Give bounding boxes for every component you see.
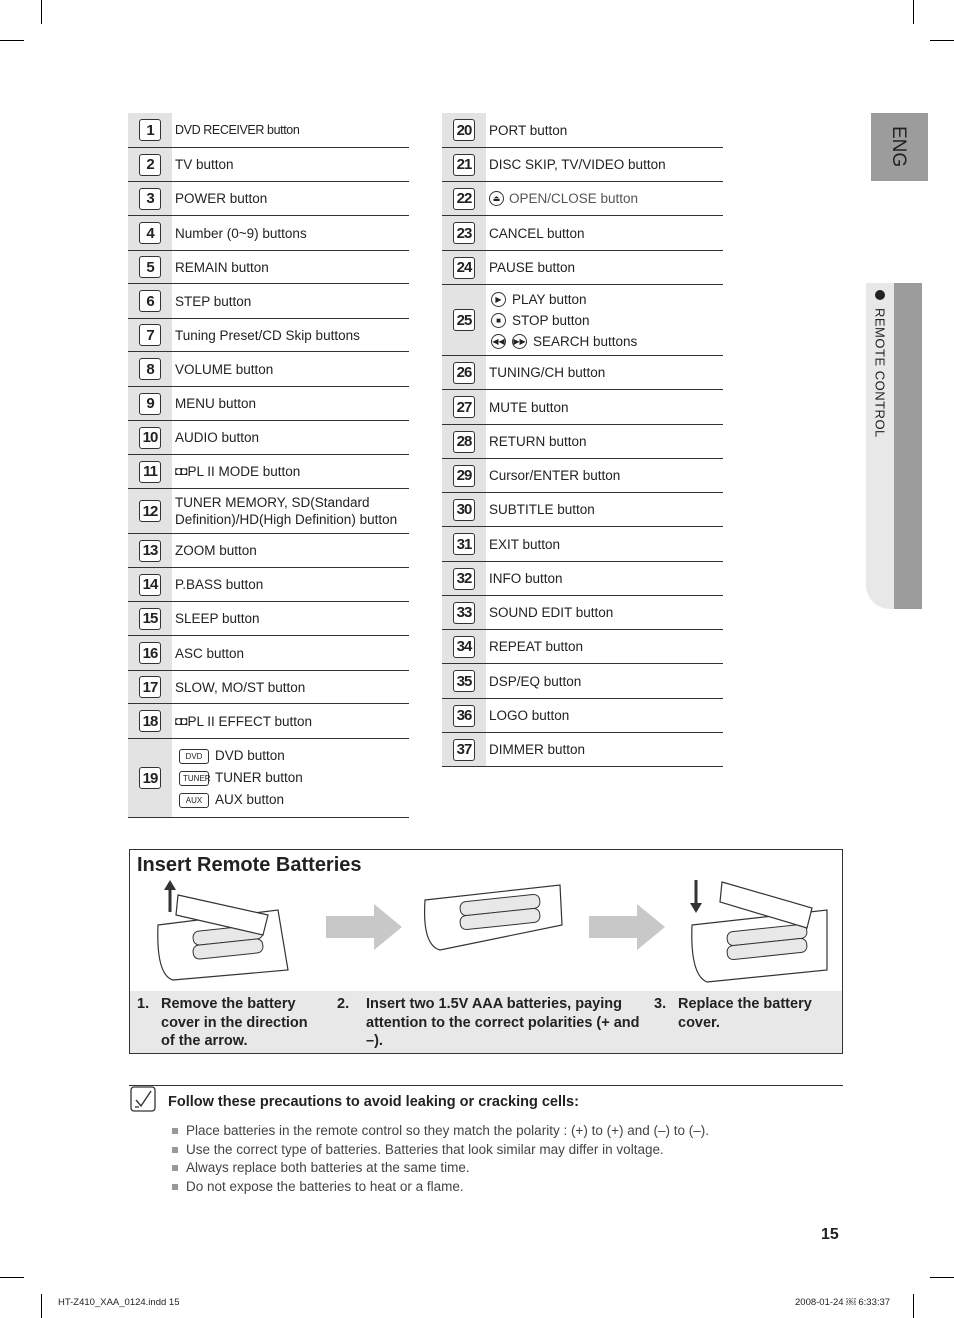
row-number-cell <box>128 739 172 817</box>
item-line <box>175 395 409 412</box>
row-description <box>172 182 409 215</box>
table-row <box>442 148 723 182</box>
item-line <box>175 542 409 559</box>
item-label: MUTE button <box>489 399 569 415</box>
footer-timestamp: 2008-01-24 ￼ 6:33:37 <box>795 1297 891 1308</box>
step-3: 3. Replace the battery cover. <box>654 996 812 1031</box>
row-number-cell <box>442 596 486 629</box>
row-description <box>172 489 409 533</box>
control-icon: ◀◀ <box>491 334 506 349</box>
table-row <box>442 699 723 733</box>
arrow-right-icon <box>326 904 402 950</box>
item-label: DVD RECEIVER button <box>175 122 300 137</box>
item-line <box>175 327 409 344</box>
row-number-badge: 3 <box>139 188 161 210</box>
row-description <box>486 390 723 424</box>
crop-mark <box>913 0 914 24</box>
item-label: STEP button <box>175 293 252 309</box>
item-label: OPEN/CLOSE button <box>509 191 639 206</box>
item-label: DIMMER button <box>489 742 586 757</box>
row-number-badge: 20 <box>453 119 475 141</box>
row-number-cell <box>128 671 172 703</box>
table-row <box>442 182 723 216</box>
row-number-cell <box>128 568 172 601</box>
table-row <box>442 596 723 630</box>
row-number-badge: 11 <box>139 461 161 483</box>
item-line <box>489 741 723 758</box>
key-icon: TUNER <box>179 771 209 786</box>
table-row <box>128 319 409 352</box>
row-number-badge: 21 <box>453 154 475 176</box>
row-number-cell <box>128 319 172 351</box>
table-row <box>442 216 723 251</box>
row-description <box>486 664 723 698</box>
table-row <box>128 489 409 534</box>
item-line <box>175 293 409 310</box>
batteries-title: Insert Remote Batteries <box>137 854 362 876</box>
row-number-cell <box>442 527 486 561</box>
row-description <box>486 527 723 561</box>
row-number-cell <box>442 425 486 458</box>
item-label: VOLUME button <box>175 361 274 377</box>
row-number-cell <box>128 284 172 318</box>
row-number-cell <box>128 489 172 533</box>
row-number-cell <box>442 148 486 181</box>
item-label: REPEAT button <box>489 639 584 654</box>
table-row <box>442 493 723 527</box>
item-label: PORT button <box>489 122 568 138</box>
language-label: ENG <box>888 126 909 168</box>
row-description <box>172 251 409 283</box>
bullet-square-icon <box>172 1165 178 1171</box>
row-description <box>172 216 409 250</box>
bullet-square-icon <box>172 1128 178 1134</box>
note-bullets <box>172 1122 709 1196</box>
row-description <box>486 733 723 766</box>
row-description <box>172 352 409 386</box>
row-number-badge: 37 <box>453 739 475 761</box>
row-description <box>486 182 723 215</box>
item-line <box>175 494 409 528</box>
item-label: Tuning Preset/CD Skip buttons <box>175 327 360 343</box>
row-description <box>172 568 409 601</box>
row-number-cell <box>128 182 172 215</box>
item-label: PAUSE button <box>489 260 576 275</box>
list-item: Place batteries in the remote control so they match the polarity : (+) to (+) and (–) to (–). <box>172 1122 709 1141</box>
row-number-cell <box>442 285 486 355</box>
section-tab-dark <box>894 283 922 609</box>
item-label: SEARCH buttons <box>533 333 638 349</box>
item-label: SOUND EDIT button <box>489 605 614 620</box>
row-number-badge: 19 <box>139 767 161 789</box>
table-row <box>128 216 409 251</box>
row-number-badge: 12 <box>139 500 161 522</box>
row-number-cell <box>128 148 172 181</box>
item-line <box>489 399 723 416</box>
item-label: AUDIO button <box>175 430 260 445</box>
item-line <box>489 638 723 655</box>
row-number-badge: 1 <box>139 119 161 141</box>
row-description <box>486 113 723 147</box>
list-item <box>489 310 723 331</box>
row-number-badge: 34 <box>453 636 475 658</box>
table-row <box>128 421 409 455</box>
table-row <box>128 636 409 671</box>
key-icon: AUX <box>179 793 209 808</box>
item-line <box>489 707 723 724</box>
item-line <box>175 645 409 662</box>
row-description <box>172 284 409 318</box>
item-label: DSP/EQ button <box>489 673 582 689</box>
row-number-badge: 13 <box>139 540 161 562</box>
item-label: TV button <box>175 157 234 172</box>
table-row <box>442 390 723 425</box>
row-description <box>486 148 723 181</box>
row-number-badge: 26 <box>453 362 475 384</box>
row-number-cell <box>128 113 172 147</box>
table-row <box>442 425 723 459</box>
list-item <box>489 331 723 352</box>
row-description <box>172 602 409 635</box>
row-description <box>172 319 409 351</box>
row-number-cell <box>442 459 486 492</box>
item-label: Number (0~9) buttons <box>175 225 307 241</box>
row-number-badge: 2 <box>139 154 161 176</box>
replace-cover-illustration <box>682 870 832 985</box>
item-label: LOGO button <box>489 708 570 723</box>
item-label: PL II EFFECT button <box>187 713 313 729</box>
row-number-badge: 4 <box>139 222 161 244</box>
table-row <box>128 602 409 636</box>
insert-batteries-box <box>129 849 843 1054</box>
item-line <box>175 610 409 627</box>
item-label: TUNING/CH button <box>489 365 606 380</box>
table-row <box>128 704 409 739</box>
table-row <box>128 534 409 568</box>
row-number-badge: 23 <box>453 222 475 244</box>
row-number-cell <box>128 216 172 250</box>
row-description <box>172 534 409 567</box>
row-number-cell <box>442 390 486 424</box>
row-number-cell <box>442 630 486 663</box>
row-number-cell <box>128 455 172 488</box>
item-line <box>489 604 723 621</box>
button-table-right <box>442 113 723 767</box>
item-line <box>489 467 723 484</box>
list-item: Do not expose the batteries to heat or a flame. <box>172 1178 709 1197</box>
table-row <box>442 664 723 699</box>
table-row <box>442 251 723 285</box>
item-line <box>175 190 409 207</box>
battery-steps <box>130 991 842 1053</box>
item-label: Cursor/ENTER button <box>489 468 621 483</box>
row-description <box>486 356 723 389</box>
button-table-left <box>128 113 409 818</box>
row-number-badge: 29 <box>453 465 475 487</box>
item-label: POWER button <box>175 191 268 206</box>
table-row <box>442 630 723 664</box>
item-label: MENU button <box>175 396 257 411</box>
item-label: CANCEL button <box>489 225 585 241</box>
row-number-cell <box>442 113 486 147</box>
row-number-cell <box>128 636 172 670</box>
table-row <box>128 387 409 421</box>
crop-mark <box>913 1294 914 1318</box>
row-number-cell <box>442 356 486 389</box>
crop-mark <box>41 1294 42 1318</box>
crop-mark <box>930 40 954 41</box>
item-label: DISC SKIP, TV/VIDEO button <box>489 157 666 172</box>
item-label: RETURN button <box>489 434 587 449</box>
row-number-badge: 32 <box>453 568 475 590</box>
row-number-badge: 6 <box>139 290 161 312</box>
row-description <box>486 216 723 250</box>
crop-mark <box>41 0 42 24</box>
row-number-badge: 8 <box>139 358 161 380</box>
item-line <box>489 364 723 381</box>
item-label: TUNER button <box>215 770 303 785</box>
row-number-cell <box>128 704 172 738</box>
row-number-badge: 35 <box>453 670 475 692</box>
row-number-badge: 33 <box>453 602 475 624</box>
table-row <box>442 113 723 148</box>
item-label: ASC button <box>175 645 245 661</box>
item-label: REMAIN button <box>175 259 269 275</box>
item-line <box>175 361 409 378</box>
list-item <box>175 789 409 811</box>
item-line <box>489 501 723 518</box>
row-description <box>172 704 409 738</box>
row-number-cell <box>442 664 486 698</box>
row-number-cell <box>442 216 486 250</box>
list-item: Always replace both batteries at the same time. <box>172 1159 709 1178</box>
row-number-badge: 28 <box>453 431 475 453</box>
item-label: ZOOM button <box>175 543 257 558</box>
item-line <box>175 156 409 173</box>
row-description <box>486 459 723 492</box>
row-number-badge: 15 <box>139 608 161 630</box>
dolby-icon: ◘◘ <box>175 464 186 478</box>
control-icon: ■ <box>491 313 506 328</box>
row-number-badge: 16 <box>139 642 161 664</box>
table-row <box>128 284 409 319</box>
table-row <box>128 739 409 818</box>
row-number-cell <box>442 493 486 526</box>
control-icon: ▶ <box>491 292 506 307</box>
step-1: 1. Remove the battery cover in the direction of the arrow. <box>137 996 308 1049</box>
eject-icon: ⏏ <box>489 191 504 206</box>
row-description <box>486 699 723 732</box>
table-row <box>128 352 409 387</box>
table-row <box>442 733 723 767</box>
row-description <box>486 562 723 595</box>
list-item: Use the correct type of batteries. Batteries that look similar may differ in voltage. <box>172 1141 709 1160</box>
row-number-badge: 14 <box>139 574 161 596</box>
row-description <box>486 630 723 663</box>
row-number-cell <box>442 562 486 595</box>
row-description <box>172 113 409 147</box>
item-label: STOP button <box>512 312 590 328</box>
table-row <box>442 527 723 562</box>
crop-mark <box>0 1277 24 1278</box>
row-number-badge: 30 <box>453 499 475 521</box>
row-description <box>486 425 723 458</box>
item-label: DVD button <box>215 748 285 763</box>
item-label: SLOW, MO/ST button <box>175 679 306 695</box>
row-number-cell <box>442 182 486 215</box>
item-line <box>175 429 409 446</box>
key-icon: DVD <box>179 749 209 764</box>
table-row <box>442 285 723 356</box>
item-line <box>175 122 409 139</box>
note-heading: Follow these precautions to avoid leaking or cracking cells: <box>168 1094 579 1110</box>
row-number-cell <box>128 251 172 283</box>
table-row <box>128 455 409 489</box>
row-number-badge: 31 <box>453 533 475 555</box>
row-number-badge: 10 <box>139 427 161 449</box>
row-description <box>486 251 723 284</box>
list-item <box>175 767 409 789</box>
control-icon: ▶▶ <box>512 334 527 349</box>
row-number-cell <box>128 352 172 386</box>
row-number-badge: 9 <box>139 393 161 415</box>
table-row <box>128 568 409 602</box>
item-line <box>489 570 723 587</box>
table-row <box>128 182 409 216</box>
table-row <box>442 459 723 493</box>
insert-batteries-illustration <box>420 880 570 985</box>
item-line <box>489 190 723 207</box>
item-label: EXIT button <box>489 536 561 552</box>
table-row <box>128 148 409 182</box>
item-line <box>489 673 723 690</box>
row-number-badge: 25 <box>453 309 475 331</box>
crop-mark <box>930 1277 954 1278</box>
row-description <box>172 421 409 454</box>
section-label: REMOTE CONTROL <box>868 290 892 470</box>
table-row <box>128 671 409 704</box>
dolby-icon: ◘◘ <box>175 713 186 728</box>
table-row <box>128 113 409 148</box>
item-line <box>489 259 723 276</box>
page-number: 15 <box>821 1226 839 1243</box>
item-label: PL II MODE button <box>187 464 301 479</box>
row-description <box>486 493 723 526</box>
row-description <box>172 636 409 670</box>
row-description <box>172 387 409 420</box>
item-line <box>175 576 409 593</box>
item-label: SLEEP button <box>175 611 260 626</box>
row-description <box>486 285 723 355</box>
row-number-cell <box>128 534 172 567</box>
item-line <box>489 536 723 553</box>
row-number-badge: 36 <box>453 705 475 727</box>
item-line <box>489 122 723 139</box>
row-description <box>172 148 409 181</box>
table-row <box>128 251 409 284</box>
row-description <box>486 596 723 629</box>
bullet-square-icon <box>172 1147 178 1153</box>
footer-file: HT-Z410_XAA_0124.indd 15 <box>58 1297 180 1308</box>
row-number-badge: 7 <box>139 324 161 346</box>
note-divider <box>129 1085 843 1086</box>
item-line <box>175 463 409 480</box>
item-label: TUNER MEMORY, SD(Standard Definition)/HD(High Definition) button <box>175 495 398 527</box>
row-number-cell <box>128 421 172 454</box>
arrow-right-icon <box>589 904 665 950</box>
row-number-cell <box>128 387 172 420</box>
row-description <box>172 455 409 488</box>
table-row <box>442 356 723 390</box>
row-number-badge: 27 <box>453 396 475 418</box>
row-number-cell <box>442 251 486 284</box>
row-number-badge: 22 <box>453 188 475 210</box>
bullet-dot-icon <box>875 290 885 300</box>
list-item <box>175 745 409 767</box>
list-item <box>489 289 723 310</box>
row-number-cell <box>442 733 486 766</box>
item-label: SUBTITLE button <box>489 502 595 517</box>
table-row <box>442 562 723 596</box>
row-number-cell <box>442 699 486 732</box>
item-line <box>175 679 409 696</box>
item-label: P.BASS button <box>175 577 264 592</box>
row-description <box>172 739 409 817</box>
item-line <box>489 433 723 450</box>
item-line <box>489 156 723 173</box>
remove-cover-illustration <box>148 880 298 985</box>
row-description <box>172 671 409 703</box>
item-line <box>175 225 409 242</box>
row-number-badge: 5 <box>139 256 161 278</box>
bullet-square-icon <box>172 1184 178 1190</box>
row-number-badge: 24 <box>453 257 475 279</box>
row-number-cell <box>128 602 172 635</box>
item-label: PLAY button <box>512 291 587 307</box>
item-label: INFO button <box>489 571 563 586</box>
item-line <box>175 713 409 730</box>
item-line <box>175 259 409 276</box>
item-line <box>489 225 723 242</box>
crop-mark <box>0 40 24 41</box>
row-number-badge: 17 <box>139 676 161 698</box>
step-2: 2. Insert two 1.5V AAA batteries, paying attention to the correct polarities (+ and –). <box>337 996 640 1049</box>
row-number-badge: 18 <box>139 710 161 732</box>
note-pencil-icon <box>130 1086 156 1112</box>
item-label: AUX button <box>215 792 285 807</box>
